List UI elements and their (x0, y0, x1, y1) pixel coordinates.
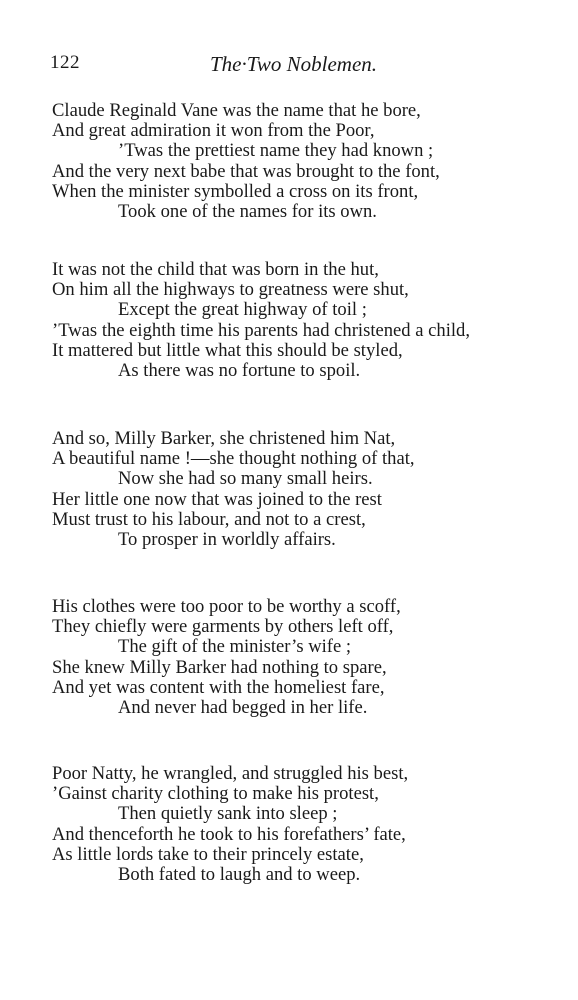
running-title: The·Two Noblemen. (210, 52, 378, 76)
stanza-3 (52, 429, 572, 550)
verse-line: And yet was content with the homeliest fare, (52, 676, 385, 698)
verse-line: A beautiful name !—she thought nothing of that, (52, 448, 415, 470)
verse-line: Now she had so many small heirs. (118, 468, 373, 490)
stanza-4 (52, 597, 572, 718)
verse-line: And thenceforth he took to his forefathers’ fate, (52, 823, 406, 845)
page-header (50, 52, 540, 82)
verse-line: ’Gainst charity clothing to make his protest, (52, 783, 379, 805)
verse-line: On him all the highways to greatness were shut, (52, 279, 409, 301)
verse-line: And so, Milly Barker, she christened him Nat, (52, 428, 396, 449)
verse-line: The gift of the minister’s wife ; (118, 636, 352, 658)
verse-line: ’Twas the prettiest name they had known ; (118, 140, 434, 162)
verse-line: Must trust to his labour, and not to a crest, (52, 508, 366, 530)
verse-line: She knew Milly Barker had nothing to spare, (52, 656, 387, 678)
verse-line: Poor Natty, he wrangled, and struggled his best, (52, 763, 409, 784)
verse-line: They chiefly were garments by others left off, (52, 616, 394, 638)
verse-line: And never had begged in her life. (118, 697, 368, 719)
verse-line: It mattered but little what this should be styled, (52, 339, 403, 361)
verse-line: Took one of the names for its own. (118, 201, 377, 223)
verse-line: His clothes were too poor to be worthy a scoff, (52, 596, 401, 617)
stanza-2 (52, 260, 572, 381)
verse-line: As little lords take to their princely estate, (52, 843, 364, 865)
verse-line: It was not the child that was born in the hut, (52, 259, 379, 280)
verse-line: ’Twas the eighth time his parents had christened a child, (52, 319, 470, 341)
verse-line: Except the great highway of toil ; (118, 299, 367, 321)
verse-line: When the minister symbolled a cross on its front, (52, 180, 419, 202)
page-number: 122 (50, 52, 80, 73)
verse-line: To prosper in worldly affairs. (118, 529, 336, 551)
verse-line: And the very next babe that was brought to the font, (52, 160, 440, 182)
stanza-5 (52, 764, 572, 885)
verse-line: As there was no fortune to spoil. (118, 360, 361, 382)
verse-line: Claude Reginald Vane was the name that he bore, (52, 100, 421, 121)
verse-line: And great admiration it won from the Poor, (52, 120, 375, 142)
verse-line: Her little one now that was joined to the rest (52, 488, 382, 510)
stanza-1 (52, 101, 572, 222)
verse-line: Then quietly sank into sleep ; (118, 803, 338, 825)
verse-line: Both fated to laugh and to weep. (118, 864, 361, 886)
